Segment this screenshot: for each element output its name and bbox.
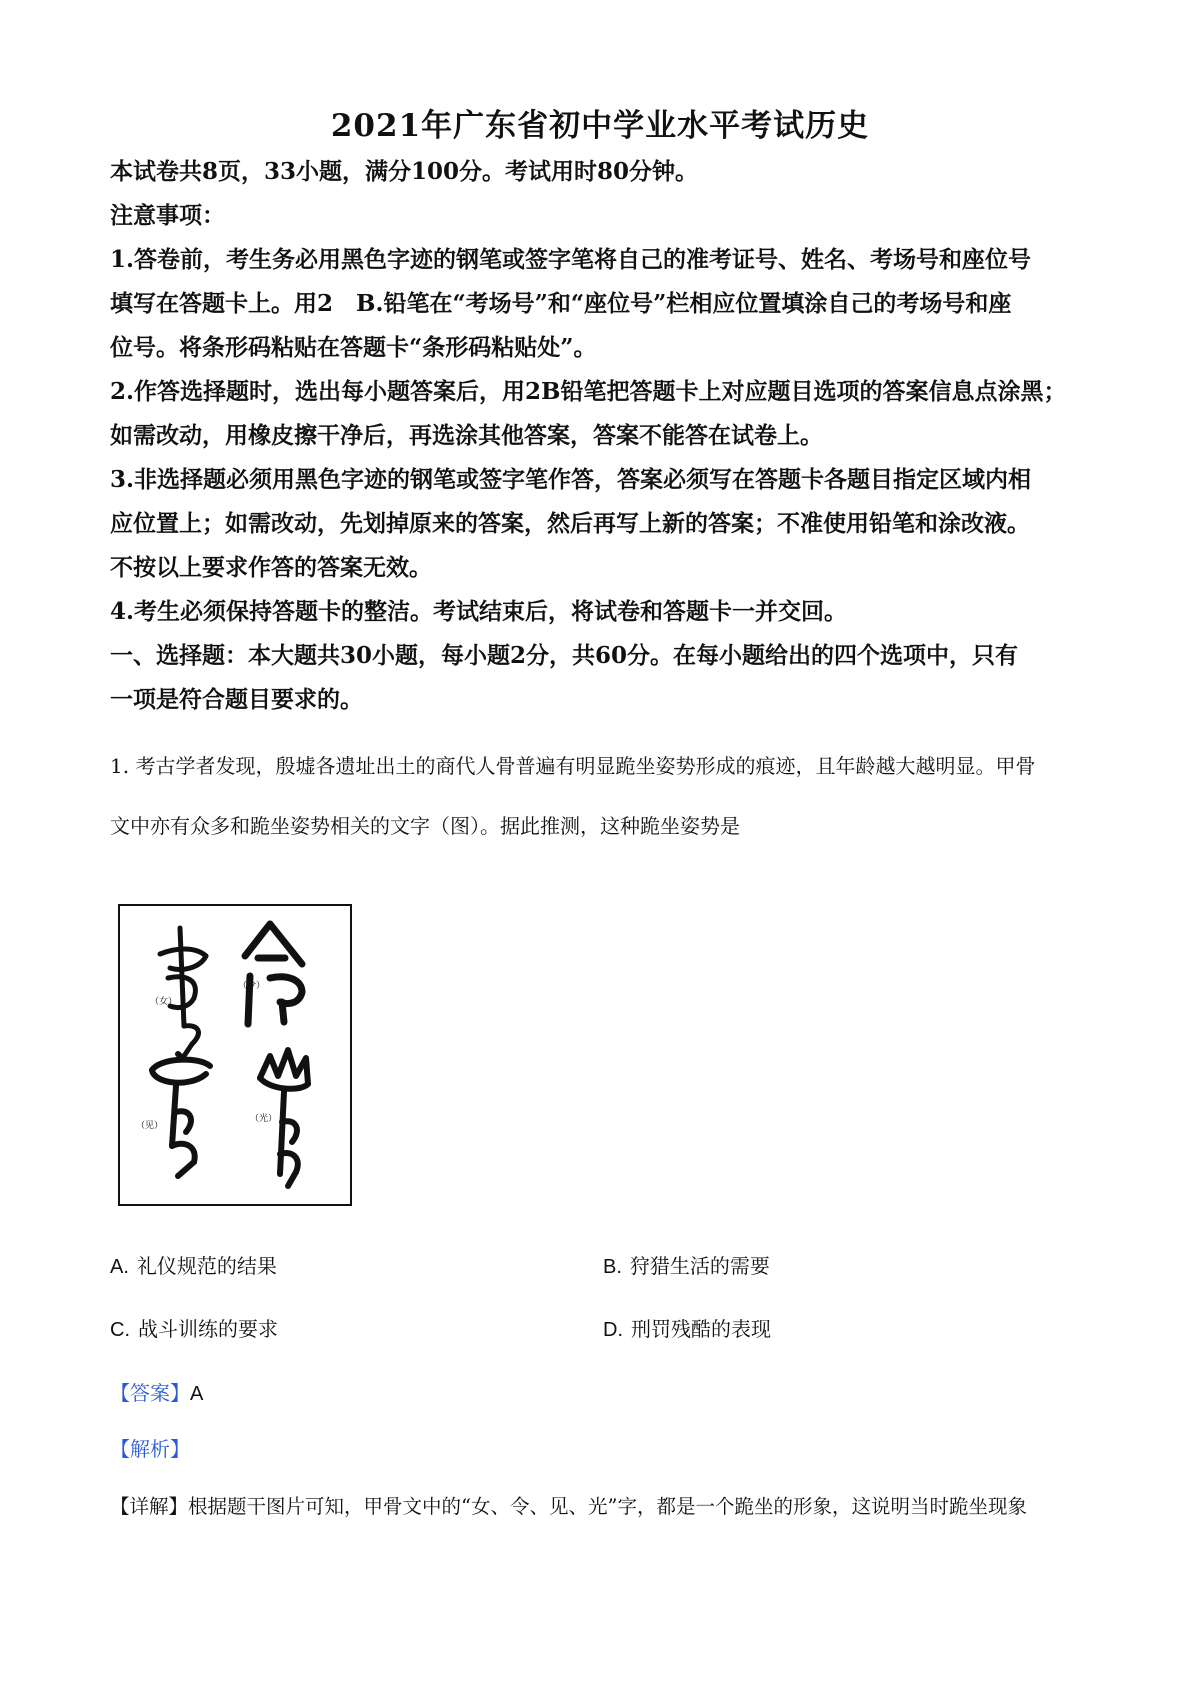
intro-text: 本试卷共8页，33小题，满分100分。考试用时80分钟。	[110, 158, 699, 185]
notice-line: 不按以上要求作答的答案无效。	[110, 554, 432, 581]
option-text: 战斗训练的要求	[138, 1317, 278, 1341]
analysis-line	[110, 1433, 190, 1462]
option-a[interactable]	[110, 1250, 277, 1279]
detail-label: 【详解】	[110, 1495, 189, 1518]
oracle-char-nv	[160, 928, 206, 1056]
notice-line: 位号。将条形码粘贴在答题卡“条形码粘贴处”。	[110, 334, 597, 361]
oracle-bone-figure	[118, 904, 352, 1206]
analysis-label: 【解析】	[110, 1437, 190, 1461]
detail-text: 根据题干图片可知，甲骨文中的“女、令、见、光”字，都是一个跪坐的形象，这说明当时跪坐现象	[188, 1495, 1027, 1518]
question-stem-line: 文中亦有众多和跪坐姿势相关的文字（图）。据此推测，这种跪坐姿势是	[110, 814, 740, 838]
notice-line: 4.考生必须保持答题卡的整洁。考试结束后，将试卷和答题卡一并交回。	[110, 598, 848, 625]
notice-line: 1.答卷前，考生务必用黑色字迹的钢笔或签字笔将自己的准考证号、姓名、考场号和座位号	[110, 246, 1032, 273]
page-title: 2021年广东省初中学业水平考试历史	[330, 108, 870, 144]
option-c[interactable]	[110, 1313, 278, 1342]
notice-line: 如需改动，用橡皮擦干净后，再选涂其他答案，答案不能答在试卷上。	[110, 422, 823, 449]
section-heading-line: 一项是符合题目要求的。	[110, 686, 363, 713]
oracle-char-label: （见）	[136, 1121, 164, 1131]
oracle-char-ling	[245, 924, 302, 1024]
oracle-bone-characters	[120, 906, 350, 1204]
section-heading-line: 一、选择题：本大题共30小题，每小题2分，共60分。在每小题给出的四个选项中，只有	[110, 642, 1019, 669]
option-letter: C.	[110, 1319, 130, 1341]
option-letter: D.	[603, 1319, 623, 1341]
answer-line	[110, 1377, 203, 1406]
answer-label: 【答案】	[110, 1381, 190, 1405]
option-text: 礼仪规范的结果	[136, 1254, 277, 1278]
answer-value: A	[190, 1383, 204, 1405]
notice-line: 2.作答选择题时，选出每小题答案后，用2B铅笔把答题卡上对应题目选项的答案信息点涂黑；	[110, 378, 1067, 405]
option-text: 刑罚残酷的表现	[631, 1317, 771, 1341]
option-text: 狩猎生活的需要	[629, 1254, 770, 1278]
option-letter: B.	[603, 1256, 622, 1278]
notice-line: 填写在答题卡上。用2 B.铅笔在“考场号”和“座位号”栏相应位置填涂自己的考场号和座	[110, 290, 1012, 317]
notice-heading: 注意事项：	[110, 202, 225, 229]
notice-line: 应位置上；如需改动，先划掉原来的答案，然后再写上新的答案；不准使用铅笔和涂改液。	[110, 510, 1030, 537]
option-d[interactable]	[603, 1313, 771, 1342]
oracle-char-label: （女）	[150, 997, 178, 1007]
oracle-char-label: （光）	[250, 1114, 278, 1124]
oracle-char-label: （令）	[238, 981, 266, 991]
question-stem-line: 1. 考古学者发现，殷墟各遗址出土的商代人骨普遍有明显跪坐姿势形成的痕迹，且年龄越大越明显。甲骨	[110, 754, 1036, 778]
detail-line	[110, 1491, 1027, 1519]
notice-line: 3.非选择题必须用黑色字迹的钢笔或签字笔作答，答案必须写在答题卡各题目指定区域内相	[110, 466, 1032, 493]
oracle-char-jian	[152, 1054, 210, 1176]
option-b[interactable]	[603, 1250, 770, 1279]
option-letter: A.	[110, 1256, 129, 1278]
